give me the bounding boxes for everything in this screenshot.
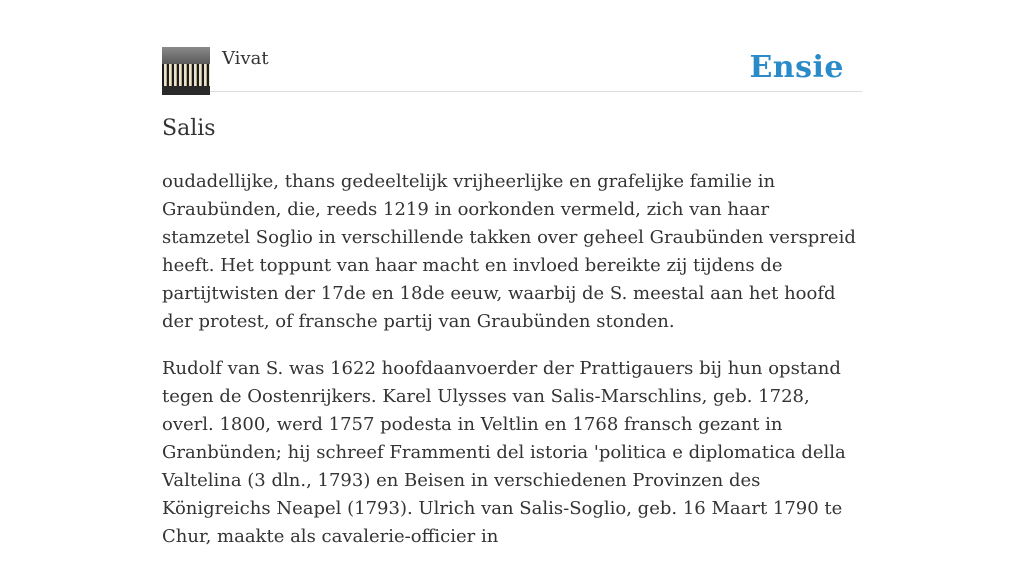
article-paragraph: Rudolf van S. was 1622 hoofdaanvoerder der Prattigauers bij hun opstand tegen de Oostenrijkers. Karel Ulysses van Salis-Marschlins, geb. 1728, overl. 1800, werd 1757 podesta in Veltlin en 1768 fransch gezant in Granbünden; hij schreef Frammenti del istoria 'politica e diplomatica della Valtelina (3 dln., 1793) en Beisen in verschiedenen Provinzen des Königreichs Neapel (1793). Ulrich van Salis-Soglio, geb. 16 Maart 1790 te Chur, maakte als cavalerie-officier in	[162, 358, 846, 547]
avatar-shelf-top	[162, 47, 210, 64]
author-avatar[interactable]	[162, 47, 210, 95]
brand-logo[interactable]: Ensie	[749, 50, 844, 85]
author-name[interactable]: Vivat	[222, 48, 269, 69]
article-paragraph: oudadellijke, thans gedeeltelijk vrijheerlijke en grafelijke familie in Graubünden, die, reeds 1219 in oorkonden vermeld, zich van haar stamzetel Soglio in verschillende takken over geheel Graubünden verspreid heeft. Het toppunt van haar macht en invloed bereikte zij tijdens de partijtwisten der 17de en 18de eeuw, waarbij de S. meestal aan het hoofd der protest, of fransche partij van Graubünden stonden.	[162, 171, 856, 332]
avatar-shelf-bottom	[162, 86, 210, 95]
header	[162, 46, 862, 92]
article-title: Salis	[162, 116, 216, 141]
avatar-books	[162, 64, 210, 86]
article-body	[162, 168, 862, 570]
